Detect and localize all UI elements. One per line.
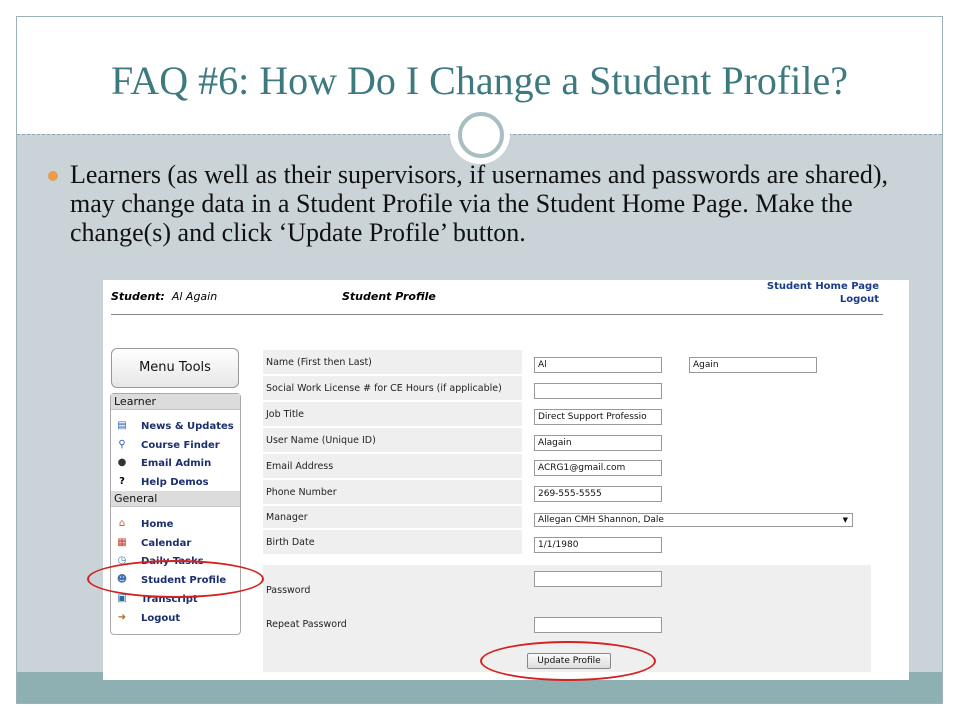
search-icon: ⚲ xyxy=(118,439,126,450)
sidebar-item-label: Student Profile xyxy=(141,575,227,586)
sidebar-item-label: Course Finder xyxy=(141,440,220,451)
license-field[interactable] xyxy=(534,383,662,399)
update-profile-button[interactable]: Update Profile xyxy=(527,653,611,669)
clock-icon: ◷ xyxy=(117,555,127,566)
birth-date-field[interactable]: 1/1/1980 xyxy=(534,537,662,553)
sidebar-item-label: News & Updates xyxy=(141,421,234,432)
birth-date-label: Birth Date xyxy=(263,530,522,554)
news-icon: ▤ xyxy=(117,420,127,431)
app-screenshot xyxy=(103,280,909,680)
manager-label: Manager xyxy=(263,506,522,528)
sidebar-menu xyxy=(110,393,241,635)
sidebar-item-label: Daily Tasks xyxy=(141,556,204,567)
circle-ornament xyxy=(450,104,510,164)
section-general: General xyxy=(111,491,240,507)
user-icon: ● xyxy=(117,457,127,468)
manager-select[interactable] xyxy=(534,513,853,527)
password-label: Password xyxy=(263,570,522,610)
sidebar-item-logout[interactable] xyxy=(114,610,239,627)
calendar-icon: ▦ xyxy=(117,537,127,548)
job-title-label: Job Title xyxy=(263,402,522,426)
bullet-dot xyxy=(48,171,58,181)
sidebar-item-calendar[interactable] xyxy=(114,535,239,552)
phone-label: Phone Number xyxy=(263,480,522,504)
profile-icon: ☻ xyxy=(116,574,128,585)
sidebar-item-label: Calendar xyxy=(141,538,192,549)
bullet-text: Learners (as well as their supervisors, if usernames and passwords are shared), may change data in a Student Profile via the Student Home Page. Make the change(s) and click ‘Update Profile’ button. xyxy=(70,160,888,247)
student-name: Al Again xyxy=(171,290,218,303)
menu-tools-button[interactable]: Menu Tools xyxy=(111,348,239,388)
email-label: Email Address xyxy=(263,454,522,478)
sidebar-item-help-demos[interactable] xyxy=(114,474,239,491)
logout-icon: ➜ xyxy=(117,612,127,623)
home-icon: ⌂ xyxy=(118,518,126,529)
student-label xyxy=(111,290,217,303)
email-field[interactable]: ACRG1@gmail.com xyxy=(534,460,662,476)
manager-value: Allegan CMH Shannon, Dale xyxy=(538,515,664,525)
license-label: Social Work License # for CE Hours (if applicable) xyxy=(263,376,522,400)
password-field[interactable] xyxy=(534,571,662,587)
name-label: Name (First then Last) xyxy=(263,350,522,374)
sidebar-item-course-finder[interactable] xyxy=(114,437,239,454)
circle-ring xyxy=(458,112,504,158)
sidebar-item-label: Transcript xyxy=(141,594,198,605)
repeat-password-field[interactable] xyxy=(534,617,662,633)
phone-field[interactable]: 269-555-5555 xyxy=(534,486,662,502)
section-learner: Learner xyxy=(111,394,240,410)
last-name-field[interactable]: Again xyxy=(689,357,817,373)
first-name-field[interactable]: Al xyxy=(534,357,662,373)
student-prefix: Student: xyxy=(111,290,165,303)
slide-title: FAQ #6: How Do I Change a Student Profile? xyxy=(111,58,848,103)
student-home-link[interactable]: Student Home Page xyxy=(766,281,879,292)
chevron-down-icon: ▼ xyxy=(842,516,848,524)
student-profile-highlight-oval xyxy=(87,560,264,598)
sidebar-item-email-admin[interactable] xyxy=(114,455,239,472)
sidebar-item-label: Email Admin xyxy=(141,458,212,469)
header-rule xyxy=(111,314,883,315)
username-field[interactable]: Alagain xyxy=(534,435,662,451)
sidebar-item-label: Logout xyxy=(141,613,181,624)
logout-link[interactable]: Logout xyxy=(839,294,879,305)
update-button-highlight-oval xyxy=(480,641,656,681)
question-icon: ? xyxy=(119,476,125,487)
sidebar-item-label: Home xyxy=(141,519,174,530)
sidebar-item-news[interactable] xyxy=(114,418,239,435)
repeat-password-label: Repeat Password xyxy=(263,612,522,636)
page-heading: Student Profile xyxy=(342,290,436,303)
top-links xyxy=(767,280,879,306)
job-title-field[interactable]: Direct Support Professio xyxy=(534,409,662,425)
sidebar-item-label: Help Demos xyxy=(141,477,209,488)
transcript-icon: ▣ xyxy=(117,593,127,604)
sidebar-item-home[interactable] xyxy=(114,516,239,533)
username-label: User Name (Unique ID) xyxy=(263,428,522,452)
